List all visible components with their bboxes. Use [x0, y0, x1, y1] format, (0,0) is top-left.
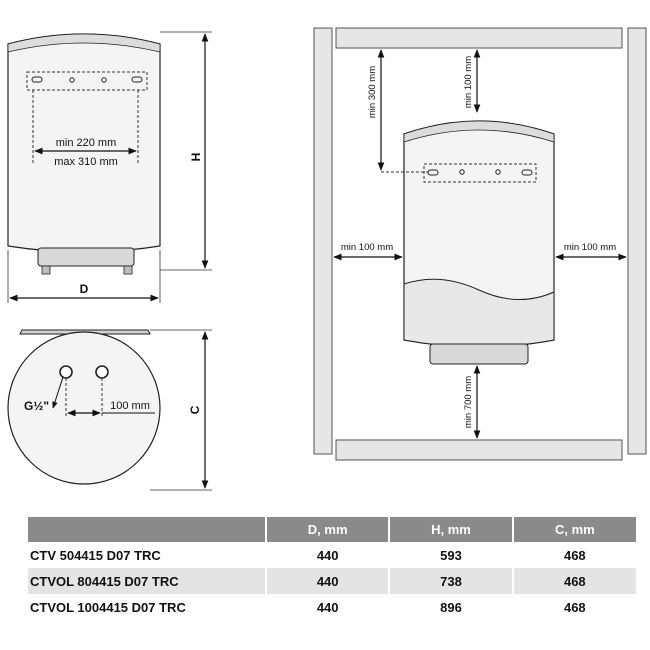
value-c: 468 [513, 568, 636, 594]
bottom-clearance-label: min 700 mm [463, 375, 474, 429]
dimensions-table [28, 517, 636, 620]
mount-height-label: min 300 mm [367, 65, 378, 119]
wall-left [314, 28, 332, 454]
table-row [28, 542, 636, 568]
value-h: 738 [389, 568, 512, 594]
front-view [8, 32, 212, 303]
left-clearance-label: min 100 mm [340, 242, 394, 253]
model-name: CTVOL 1004415 D07 TRC [28, 594, 266, 620]
table-row [28, 568, 636, 594]
pipe-outlet-left [60, 366, 72, 378]
pipe-spacing-label: 100 mm [110, 400, 150, 412]
header-d: D, mm [266, 517, 389, 542]
height-label: H [189, 152, 203, 162]
value-c: 468 [513, 542, 636, 568]
front-tank-bottom-cap [38, 248, 134, 266]
mount-distance-min: min 220 mm [55, 137, 117, 149]
value-h: 593 [389, 542, 512, 568]
header-c: C, mm [513, 517, 636, 542]
header-h: H, mm [389, 517, 512, 542]
installation-view [314, 28, 646, 460]
floor [336, 440, 622, 460]
model-name: CTV 504415 D07 TRC [28, 542, 266, 568]
right-clearance-label: min 100 mm [563, 242, 617, 253]
installed-tank-bottom-cap [430, 344, 528, 364]
front-pipe-left [42, 266, 50, 274]
thread-label: G½" [24, 399, 50, 413]
value-c: 468 [513, 594, 636, 620]
wall-right [628, 28, 646, 454]
top-view [8, 330, 212, 490]
value-d: 440 [266, 542, 389, 568]
diameter-label: D [79, 282, 89, 296]
pipe-outlet-right [96, 366, 108, 378]
header-model [28, 517, 266, 542]
value-d: 440 [266, 568, 389, 594]
value-h: 896 [389, 594, 512, 620]
model-name: CTVOL 804415 D07 TRC [28, 568, 266, 594]
table-header-row [28, 517, 636, 542]
table-row [28, 594, 636, 620]
mount-distance-max: max 310 mm [54, 156, 118, 168]
depth-label: C [188, 405, 202, 415]
top-clearance-label: min 100 mm [463, 55, 474, 109]
value-d: 440 [266, 594, 389, 620]
ceiling [336, 28, 622, 48]
front-pipe-right [124, 266, 132, 274]
